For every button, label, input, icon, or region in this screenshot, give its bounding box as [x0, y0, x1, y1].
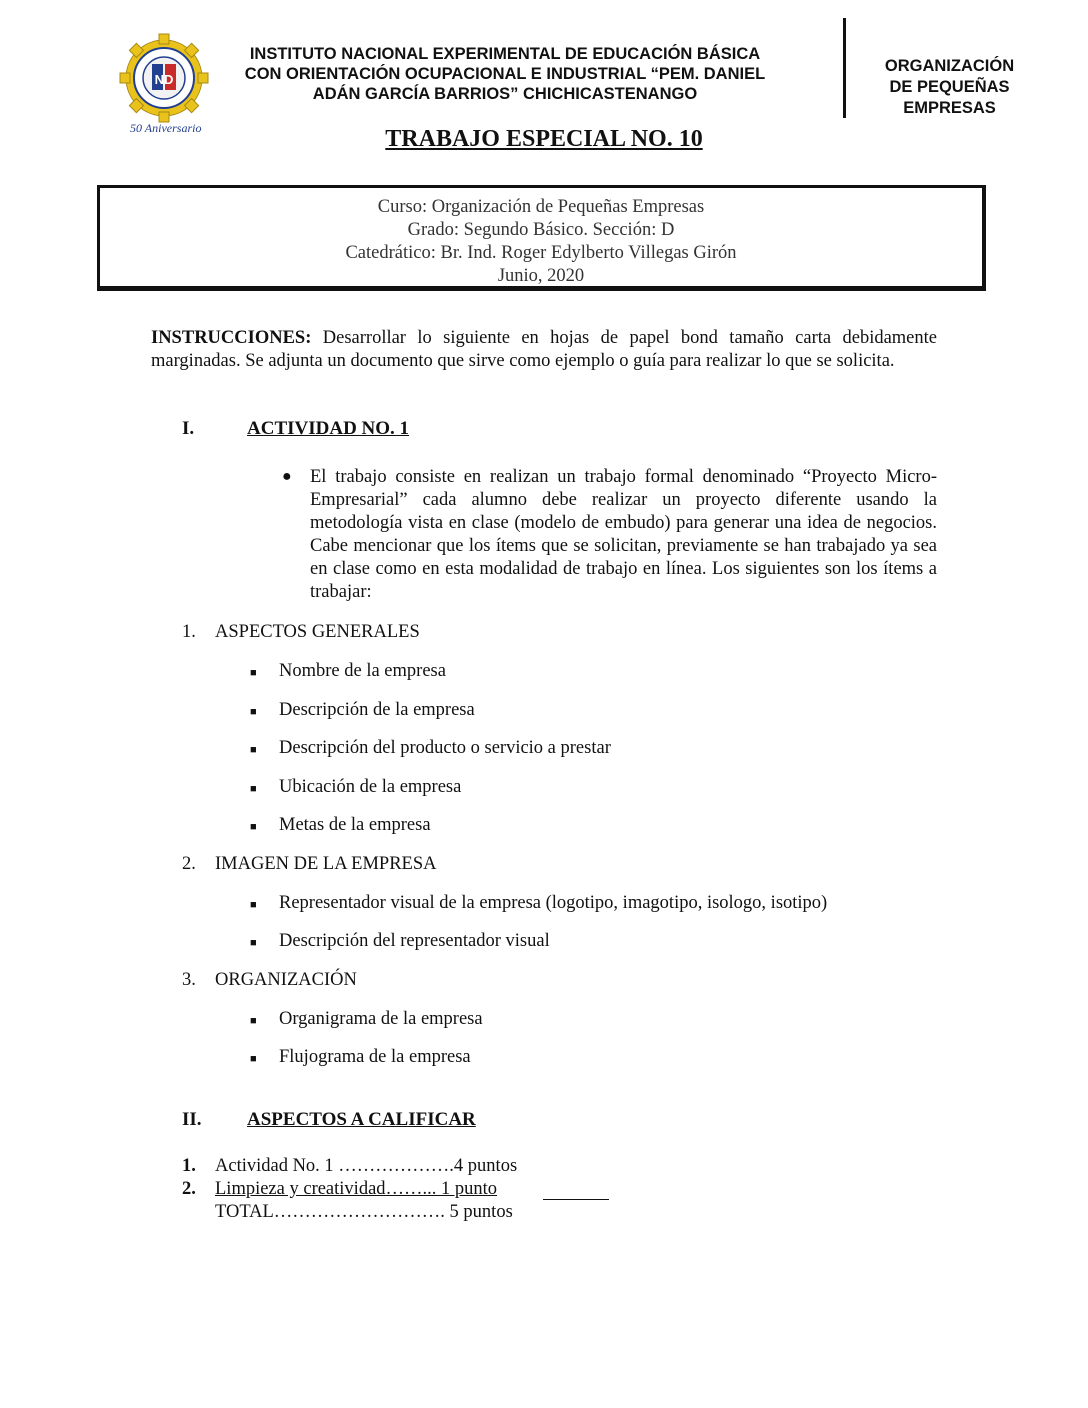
square-bullet-icon: ■: [250, 706, 257, 718]
square-bullet-icon: ■: [250, 1053, 257, 1065]
institution-logo: [118, 32, 218, 140]
list-item: Flujograma de la empresa: [279, 1047, 471, 1067]
instructions-label: INSTRUCCIONES:: [151, 328, 312, 348]
item-title: ORGANIZACIÓN: [215, 970, 357, 990]
section-title: ASPECTOS A CALIFICAR: [247, 1109, 476, 1130]
list-item: Representador visual de la empresa (logotipo, imagotipo, isologo, isotipo): [279, 893, 828, 913]
date-line: Junio, 2020: [497, 266, 585, 286]
list-item: Descripción de la empresa: [279, 700, 475, 720]
grading-row: Actividad No. 1 ……………….4 puntos: [215, 1156, 518, 1176]
grade-line: Grado: Segundo Básico. Sección: D: [407, 220, 675, 240]
section-number: II.: [182, 1109, 202, 1130]
underline-rule: [543, 1199, 609, 1200]
institute-name: [210, 44, 800, 104]
course-info-box: [97, 185, 986, 291]
instructions: [151, 327, 937, 373]
institute-line: INSTITUTO NACIONAL EXPERIMENTAL DE EDUCACIÓN BÁSICA: [249, 45, 761, 63]
square-bullet-icon: ■: [250, 667, 257, 679]
list-item: Organigrama de la empresa: [279, 1009, 483, 1029]
document-title: TRABAJO ESPECIAL NO. 10: [385, 126, 703, 152]
square-bullet-icon: ■: [250, 783, 257, 795]
teacher-line: Catedrático: Br. Ind. Roger Edylberto Villegas Girón: [345, 243, 737, 263]
institute-line: ADÁN GARCÍA BARRIOS” CHICHICASTENANGO: [312, 85, 698, 103]
grading-total: TOTAL………………………. 5 puntos: [215, 1202, 513, 1222]
square-bullet-icon: ■: [250, 1015, 257, 1027]
subject-line: ORGANIZACIÓN: [884, 57, 1015, 75]
list-item: Nombre de la empresa: [279, 661, 446, 681]
item-number: 2.: [182, 854, 196, 874]
section-title: ACTIVIDAD NO. 1: [247, 418, 410, 439]
subject-line: EMPRESAS: [903, 99, 996, 117]
grading-number: 2.: [182, 1179, 196, 1199]
subject-tag: [872, 56, 1027, 119]
section-number: I.: [182, 418, 195, 439]
square-bullet-icon: ■: [250, 821, 257, 833]
activity-description: El trabajo consiste en realizan un trabajo formal denominado “Proyecto Micro- Empresarial” cada alumno debe realizar un proyecto diferente usando la metodología vista en clase (modelo de embudo) para generar una idea de negocios. Cabe mencionar que los ítems que se solicitan, previamente se han trabajado ya sea en clase como en esta modalidad de trabajo en línea. Los siguientes son los ítems a trabajar:: [310, 467, 937, 602]
square-bullet-icon: ■: [250, 744, 257, 756]
header-divider: [843, 18, 846, 118]
item-number: 3.: [182, 970, 196, 990]
list-item: Ubicación de la empresa: [279, 777, 462, 797]
item-number: 1.: [182, 622, 196, 642]
item-title: IMAGEN DE LA EMPRESA: [215, 854, 437, 874]
institute-line: CON ORIENTACIÓN OCUPACIONAL E INDUSTRIAL “PEM. DANIEL: [244, 65, 766, 83]
course-line: Curso: Organización de Pequeñas Empresas: [377, 197, 705, 217]
list-item: Metas de la empresa: [279, 815, 431, 835]
list-item: Descripción del producto o servicio a prestar: [279, 738, 611, 758]
subject-line: DE PEQUEÑAS: [889, 78, 1010, 96]
grading-row: Limpieza y creatividad……... 1 punto: [215, 1179, 498, 1199]
bullet-icon: ●: [282, 468, 292, 485]
logo-caption: 50 Aniversario: [130, 121, 202, 135]
instructions-text: Desarrollar lo siguiente en hojas de papel bond tamaño carta debidamente marginadas. Se adjunta un documento que sirve como ejemplo o guía para realizar lo que se solicita.: [151, 328, 937, 371]
item-title: ASPECTOS GENERALES: [215, 622, 420, 642]
grading-number: 1.: [182, 1156, 196, 1176]
square-bullet-icon: ■: [250, 937, 257, 949]
logo-initials: ND: [154, 72, 174, 87]
square-bullet-icon: ■: [250, 899, 257, 911]
list-item: Descripción del representador visual: [279, 931, 550, 951]
